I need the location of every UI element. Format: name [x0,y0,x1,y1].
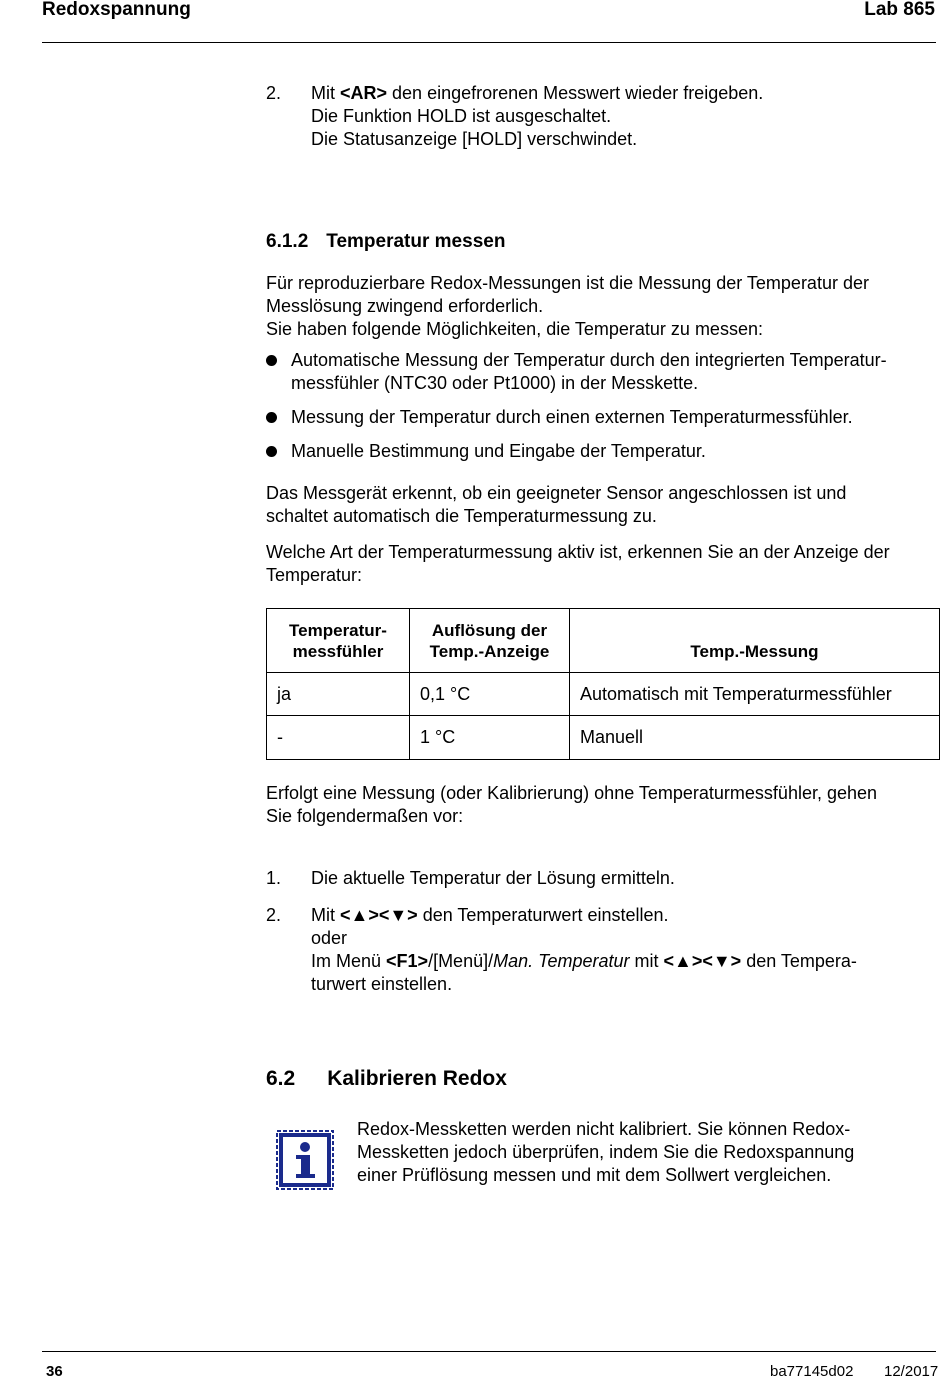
paragraph: Erfolgt eine Messung (oder Kalibrierung) ohne Temperaturmessfühler, gehen [266,783,878,803]
footer-rule [42,1351,936,1352]
paragraph: schaltet automatisch die Temperaturmessung zu. [266,506,657,526]
step-line: turwert einstellen. [311,974,453,994]
step-text: Mit <▲><▼> den Temperaturwert einstellen. [311,905,669,925]
arrow-keys: <▲><▼> [340,905,418,925]
paragraph: Das Messgerät erkennt, ob ein geeigneter Sensor angeschlossen ist und [266,483,847,503]
menu-item: Man. Temperatur [493,951,630,971]
bullet-dot [266,412,277,423]
table-header-cell: Temp.-Messung [570,609,940,673]
section-number: 6.2 [266,1067,296,1090]
step-number: 1. [266,868,282,888]
step-line: oder [311,928,348,948]
table-cell: - [267,716,410,760]
arrow-keys: <▲><▼> [663,951,742,971]
step-number: 2. [266,83,282,103]
header-rule [42,42,936,43]
step-line: Die Statusanzeige [HOLD] verschwindet. [311,129,638,149]
table-header-cell: Auflösung der Temp.-Anzeige [410,609,570,673]
f1-key: <F1> [386,951,429,971]
document-date: 12/2017 [884,1363,939,1380]
bullet-dot [266,355,277,366]
table-row [267,673,940,716]
ar-key: <AR> [340,83,388,103]
step-line: Die Funktion HOLD ist ausgeschaltet. [311,106,612,126]
info-icon [276,1130,334,1190]
bullet-item: Manuelle Bestimmung und Eingabe der Temperatur. [291,441,706,461]
step-text: Die aktuelle Temperatur der Lösung ermitteln. [311,868,675,888]
header-right: Lab 865 [864,0,935,20]
temperature-table [266,608,940,760]
bullet-dot [266,446,277,457]
paragraph: Sie folgendermaßen vor: [266,806,464,826]
bullet-item: Automatische Messung der Temperatur durch den integrierten Temperatur- [291,350,887,370]
bullet-item: messfühler (NTC30 oder Pt1000) in der Messkette. [291,373,699,393]
table-cell: Manuell [570,716,940,760]
info-text: Messketten jedoch überprüfen, indem Sie die Redoxspannung [357,1142,855,1162]
paragraph: Messlösung zwingend erforderlich. [266,296,544,316]
header-left: Redoxspannung [42,0,191,20]
document-id: ba77145d02 [770,1363,854,1380]
step-number: 2. [266,905,282,925]
table-cell: Automatisch mit Temperaturmessfühler [570,673,940,716]
table-row [267,716,940,760]
page-number: 36 [46,1363,63,1380]
info-text: einer Prüflösung messen und mit dem Sollwert vergleichen. [357,1165,832,1185]
table-cell: ja [267,673,410,716]
paragraph: Sie haben folgende Möglichkeiten, die Temperatur zu messen: [266,319,763,339]
info-text: Redox-Messketten werden nicht kalibriert. Sie können Redox- [357,1119,851,1139]
paragraph: Welche Art der Temperaturmessung aktiv ist, erkennen Sie an der Anzeige der [266,542,890,562]
section-title: Temperatur messen [326,231,506,252]
paragraph: Für reproduzierbare Redox-Messungen ist die Messung der Temperatur der [266,273,869,293]
bullet-item: Messung der Temperatur durch einen externen Temperaturmessfühler. [291,407,853,427]
section-number: 6.1.2 [266,231,309,252]
table-header-cell: Temperatur- messfühler [267,609,410,673]
table-cell: 1 °C [410,716,570,760]
section-heading [266,230,505,253]
section-heading [266,1067,507,1090]
table-header-row [267,609,940,673]
step-text: Mit <AR> den eingefrorenen Messwert wieder freigeben. [311,83,764,103]
table-cell: 0,1 °C [410,673,570,716]
step-line: Im Menü <F1>/[Menü]/Man. Temperatur mit <▲><▼> den Tempera- [311,951,857,971]
section-title: Kalibrieren Redox [327,1067,507,1090]
paragraph: Temperatur: [266,565,363,585]
